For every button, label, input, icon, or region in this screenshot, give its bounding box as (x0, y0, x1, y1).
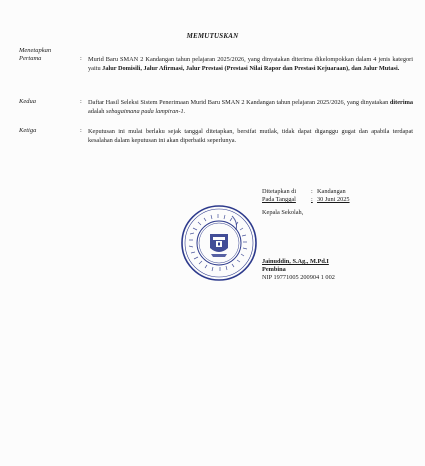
pertama-bold-part: Jalur Domisili, Jalur Afirmasi, Jalur Prestasi (Prestasi Nilai Rapor dan Prestasi Kejuaraan), dan Jalur Mutasi. (102, 65, 400, 72)
official-stamp (180, 204, 258, 282)
signatory-nip: NIP 19771005 200904 1 002 (262, 274, 335, 281)
kedua-text (88, 98, 413, 116)
signatory-rank: Pembina (262, 266, 286, 273)
colon: : (311, 196, 313, 203)
place-label: Ditetapkan di (262, 188, 297, 195)
ketiga-text: Keputusan ini mulai berlaku sejak tanggal ditetapkan, bersifat mutlak, tidak dapat diganggu gugat dan apabila terdapat kesalahan dalam keputusan ini akan diperbaiki seperlunya. (88, 128, 413, 144)
document-heading: MEMUTUSKAN (186, 32, 239, 40)
kedua-bold-part: diterima (389, 99, 413, 106)
kedua-label: Kedua (19, 98, 36, 105)
menetapkan-label: Menetapkan (19, 47, 52, 54)
ketiga-label: Ketiga (19, 127, 37, 134)
colon: : (80, 55, 82, 62)
colon: : (80, 98, 82, 105)
date-value: 30 Juni 2025 (317, 196, 350, 203)
kedua-text-part: Daftar Hasil Seleksi Sistem Penerimaan Murid Baru SMAN 2 Kandangan tahun pelajaran 2025/2026, yang dinyatakan (88, 99, 390, 106)
place-value: Kandangan (317, 188, 346, 195)
pertama-label: Pertama (19, 55, 42, 62)
position-title: Kepala Sekolah, (262, 209, 304, 216)
date-label: Pada Tanggal (262, 196, 296, 203)
pertama-text (88, 55, 413, 73)
colon: : (80, 127, 82, 134)
kedua-italic-part: sebagaimana pada lampiran-1. (106, 108, 186, 115)
kedua-text-part-2: adalah (88, 108, 107, 115)
colon: : (311, 188, 313, 195)
pertama-text-part: Murid Baru SMAN 2 Kandangan tahun pelajaran 2025/2026, yang dinyatakan diterima dikelompokkan dalam 4 jenis kategori yaitu (88, 56, 413, 72)
signatory-name: Jainuddin, S.Ag., M.Pd.I (262, 258, 329, 265)
